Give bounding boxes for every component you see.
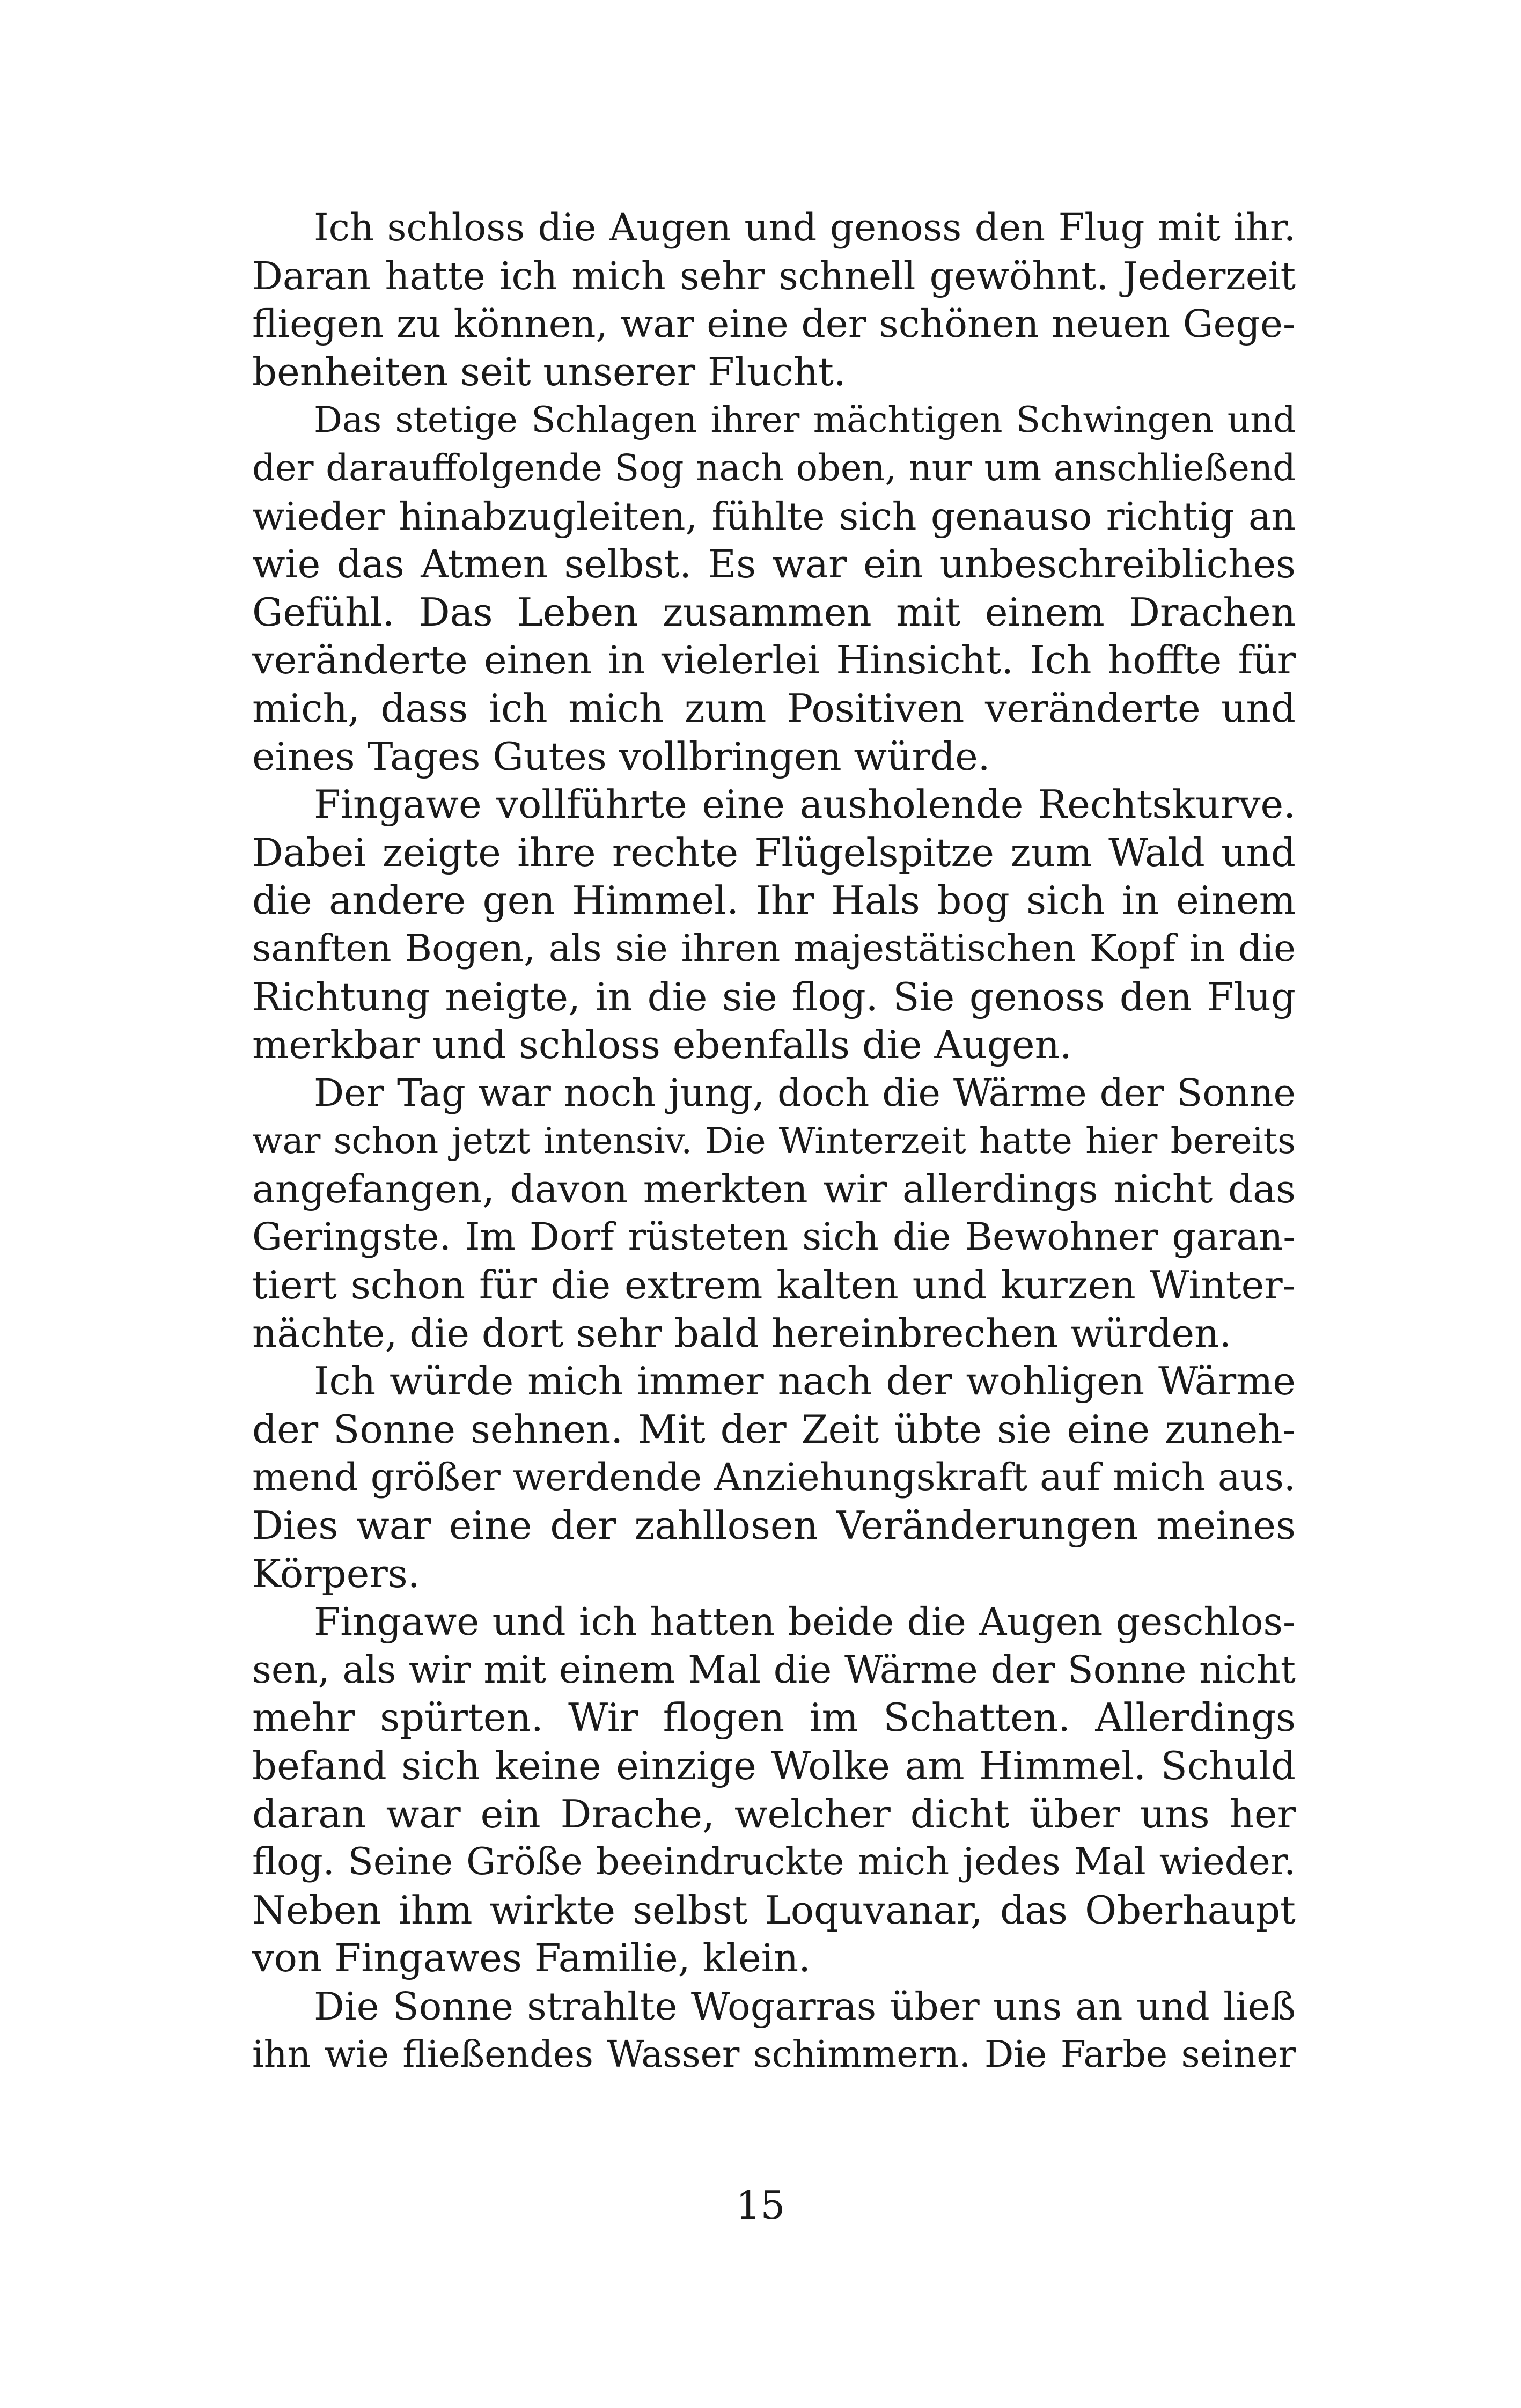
text-line: Daran hatte ich mich sehr schnell gewöhnt. Jederzeit [252, 253, 1296, 298]
text-line: befand sich keine einzige Wolke am Himmel. Schuld [252, 1743, 1296, 1788]
text-line: wieder hinabzugleiten, fühlte sich genauso richtig an [252, 494, 1296, 539]
text-line: benheiten seit unserer Flucht. [252, 349, 846, 394]
text-line: der darauffolgende Sog nach oben, nur um anschließend [252, 446, 1296, 489]
text-line: mend größer werdende Anziehungskraft auf mich aus. [252, 1455, 1296, 1500]
text-line: mich, dass ich mich zum Positiven veränderte und [252, 685, 1296, 731]
text-line: tiert schon für die extrem kalten und kurzen Winter- [252, 1262, 1296, 1308]
text-line: wie das Atmen selbst. Es war ein unbeschreibliches [252, 541, 1296, 587]
text-line: die andere gen Himmel. Ihr Hals bog sich in einem [252, 878, 1296, 923]
text-line: sanften Bogen, als sie ihren majestätischen Kopf in die [252, 927, 1296, 970]
text-line: Gefühl. Das Leben zusammen mit einem Drachen [252, 589, 1296, 635]
text-line: Dabei zeigte ihre rechte Flügelspitze zum Wald und [252, 829, 1296, 875]
text-line: von Fingawes Familie, klein. [252, 1935, 811, 1981]
text-line: angefangen, davon merkten wir allerdings nicht das [252, 1166, 1296, 1212]
text-line: Fingawe vollführte eine ausholende Rechtskurve. [314, 782, 1296, 827]
text-line: Das stetige Schlagen ihrer mächtigen Schwingen und [314, 399, 1296, 441]
text-line: Richtung neigte, in die sie flog. Sie genoss den Flug [252, 974, 1296, 1019]
text-line: daran war ein Drache, welcher dicht über uns her [252, 1791, 1296, 1837]
text-line: Neben ihm wirkte selbst Loquvanar, das Oberhaupt [252, 1887, 1296, 1933]
text-line: der Sonne sehnen. Mit der Zeit übte sie eine zuneh- [252, 1406, 1296, 1452]
text-line: Die Sonne strahlte Wogarras über uns an und ließ [314, 1984, 1296, 2029]
text-line: Geringste. Im Dorf rüsteten sich die Bewohner garan- [252, 1215, 1296, 1259]
text-line: flog. Seine Größe beeindruckte mich jedes Mal wieder. [252, 1840, 1296, 1884]
text-line: Ich würde mich immer nach der wohligen Wärme [314, 1359, 1296, 1404]
text-line: merkbar und schloss ebenfalls die Augen. [252, 1022, 1072, 1068]
text-line: war schon jetzt intensiv. Die Winterzeit hatte hier bereits [252, 1120, 1296, 1162]
text-line: Der Tag war noch jung, doch die Wärme der Sonne [314, 1070, 1296, 1115]
text-line: eines Tages Gutes vollbringen würde. [252, 733, 990, 779]
text-line: fliegen zu können, war eine der schönen neuen Gege- [252, 302, 1296, 347]
text-line: nächte, die dort sehr bald hereinbrechen würden. [252, 1310, 1232, 1356]
body-text [252, 204, 1296, 2079]
text-line: Dies war eine der zahllosen Veränderungen meines [252, 1503, 1296, 1548]
text-line: mehr spürten. Wir flogen im Schatten. Allerdings [252, 1695, 1296, 1741]
text-line: Ich schloss die Augen und genoss den Flug mit ihr. [314, 205, 1296, 249]
text-line: Fingawe und ich hatten beide die Augen geschlos- [314, 1599, 1296, 1645]
text-line: sen, als wir mit einem Mal die Wärme der Sonne nicht [252, 1647, 1296, 1692]
text-line: ihn wie fließendes Wasser schimmern. Die Farbe seiner [252, 2033, 1296, 2076]
text-line: Körpers. [252, 1551, 420, 1596]
page-number: 15 [736, 2183, 785, 2228]
text-line: veränderte einen in vielerlei Hinsicht. Ich hoffte für [252, 637, 1296, 683]
